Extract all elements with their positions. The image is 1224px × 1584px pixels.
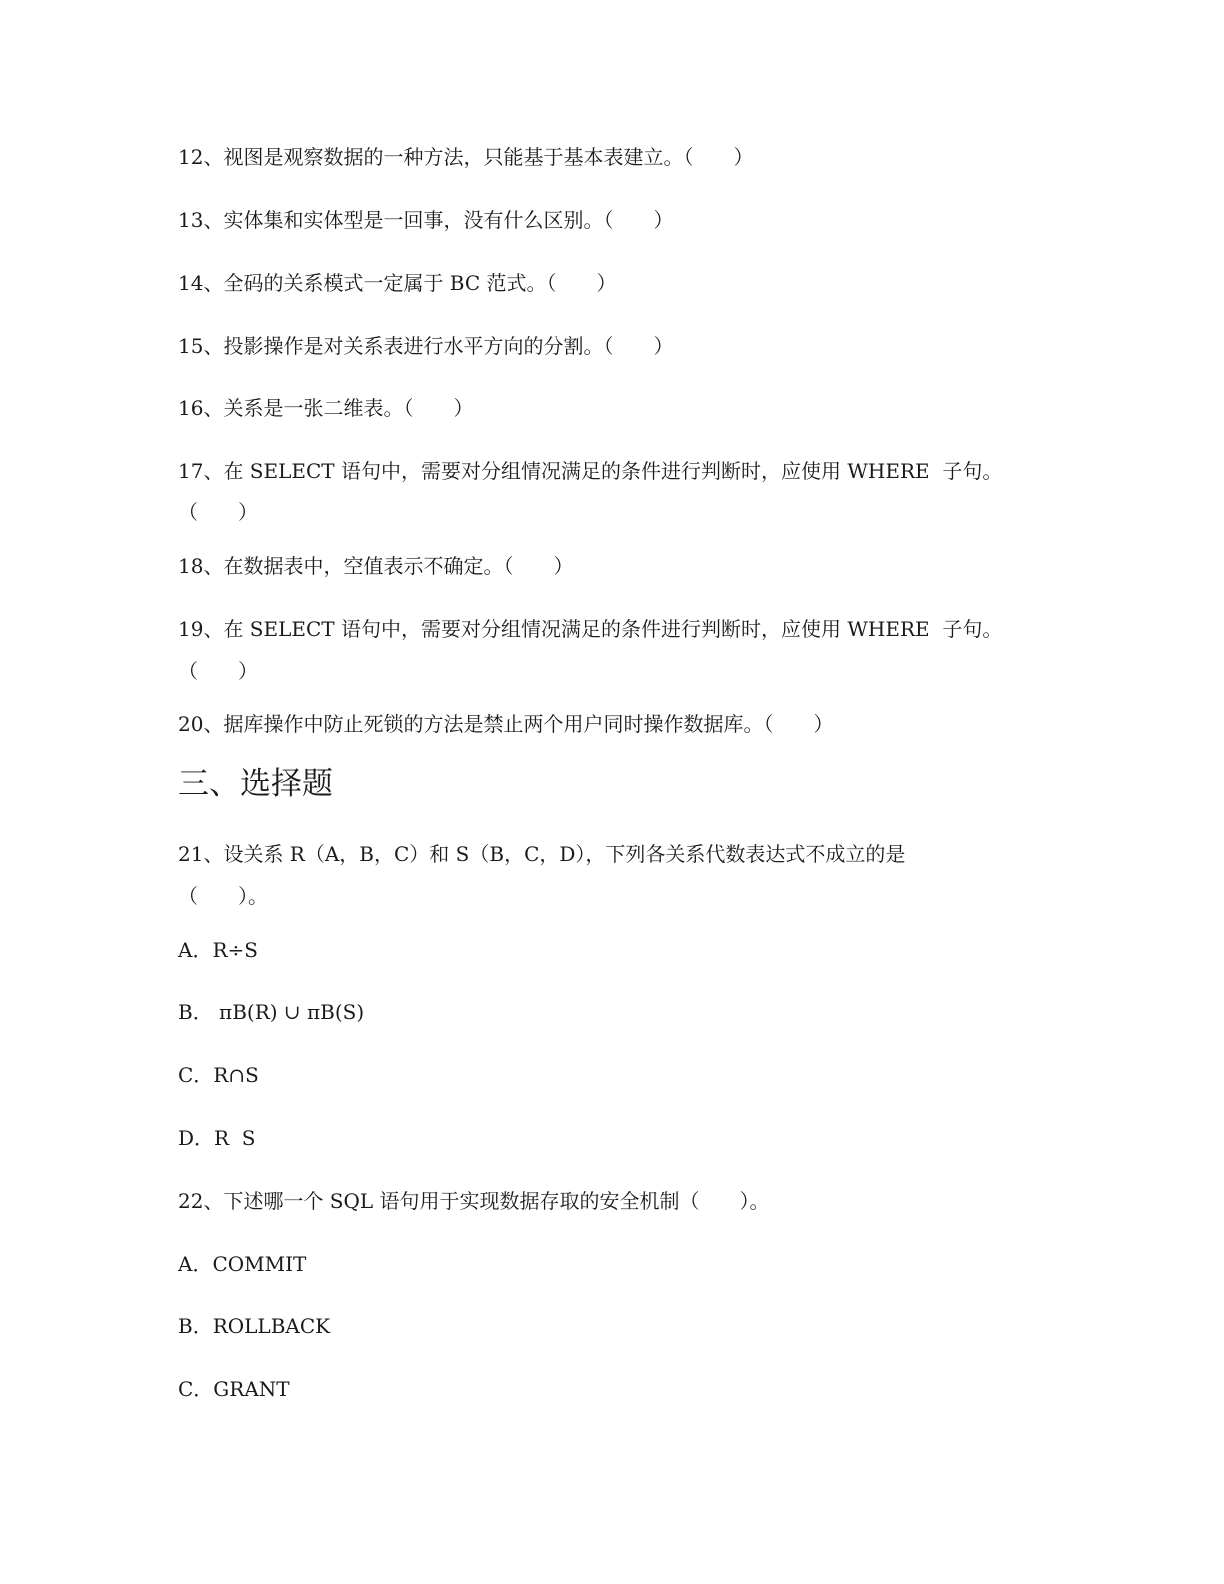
question-15: 15、投影操作是对关系表进行水平方向的分割。（ ） [178, 334, 674, 358]
question-19: 19、在 SELECT 语句中，需要对分组情况满足的条件进行判断时，应使用 WHERE 子句。 [178, 617, 1003, 641]
question-17: 17、在 SELECT 语句中，需要对分组情况满足的条件进行判断时，应使用 WHERE 子句。 [178, 459, 1003, 483]
question-18: 18、在数据表中，空值表示不确定。（ ） [178, 554, 574, 578]
question-22: 22、下述哪一个 SQL 语句用于实现数据存取的安全机制（ ）。 [178, 1189, 770, 1213]
question-19-answer-blank: （ ） [178, 659, 258, 683]
question-16: 16、关系是一张二维表。（ ） [178, 396, 474, 420]
question-14: 14、全码的关系模式一定属于 BC 范式。（ ） [178, 271, 617, 295]
question-22-option-c: C．GRANT [178, 1377, 290, 1401]
question-20: 20、据库操作中防止死锁的方法是禁止两个用户同时操作数据库。（ ） [178, 712, 834, 736]
question-21-option-d: D．R S [178, 1126, 256, 1150]
question-21-option-b: B． πB(R) ∪ πB(S) [178, 1000, 365, 1024]
question-17-answer-blank: （ ） [178, 500, 258, 524]
question-13: 13、实体集和实体型是一回事，没有什么区别。（ ） [178, 208, 674, 232]
question-22-option-a: A．COMMIT [178, 1252, 307, 1276]
question-12: 12、视图是观察数据的一种方法，只能基于基本表建立。（ ） [178, 145, 754, 169]
question-21-answer-blank: （ ）。 [178, 884, 268, 908]
question-21: 21、设关系 R（A，B，C）和 S（B，C，D），下列各关系代数表达式不成立的是 [178, 842, 906, 866]
section-heading: 三、选择题 [178, 766, 333, 802]
question-22-option-b: B．ROLLBACK [178, 1314, 331, 1338]
question-21-option-a: A．R÷S [178, 938, 258, 962]
question-21-option-c: C．R∩S [178, 1063, 259, 1087]
